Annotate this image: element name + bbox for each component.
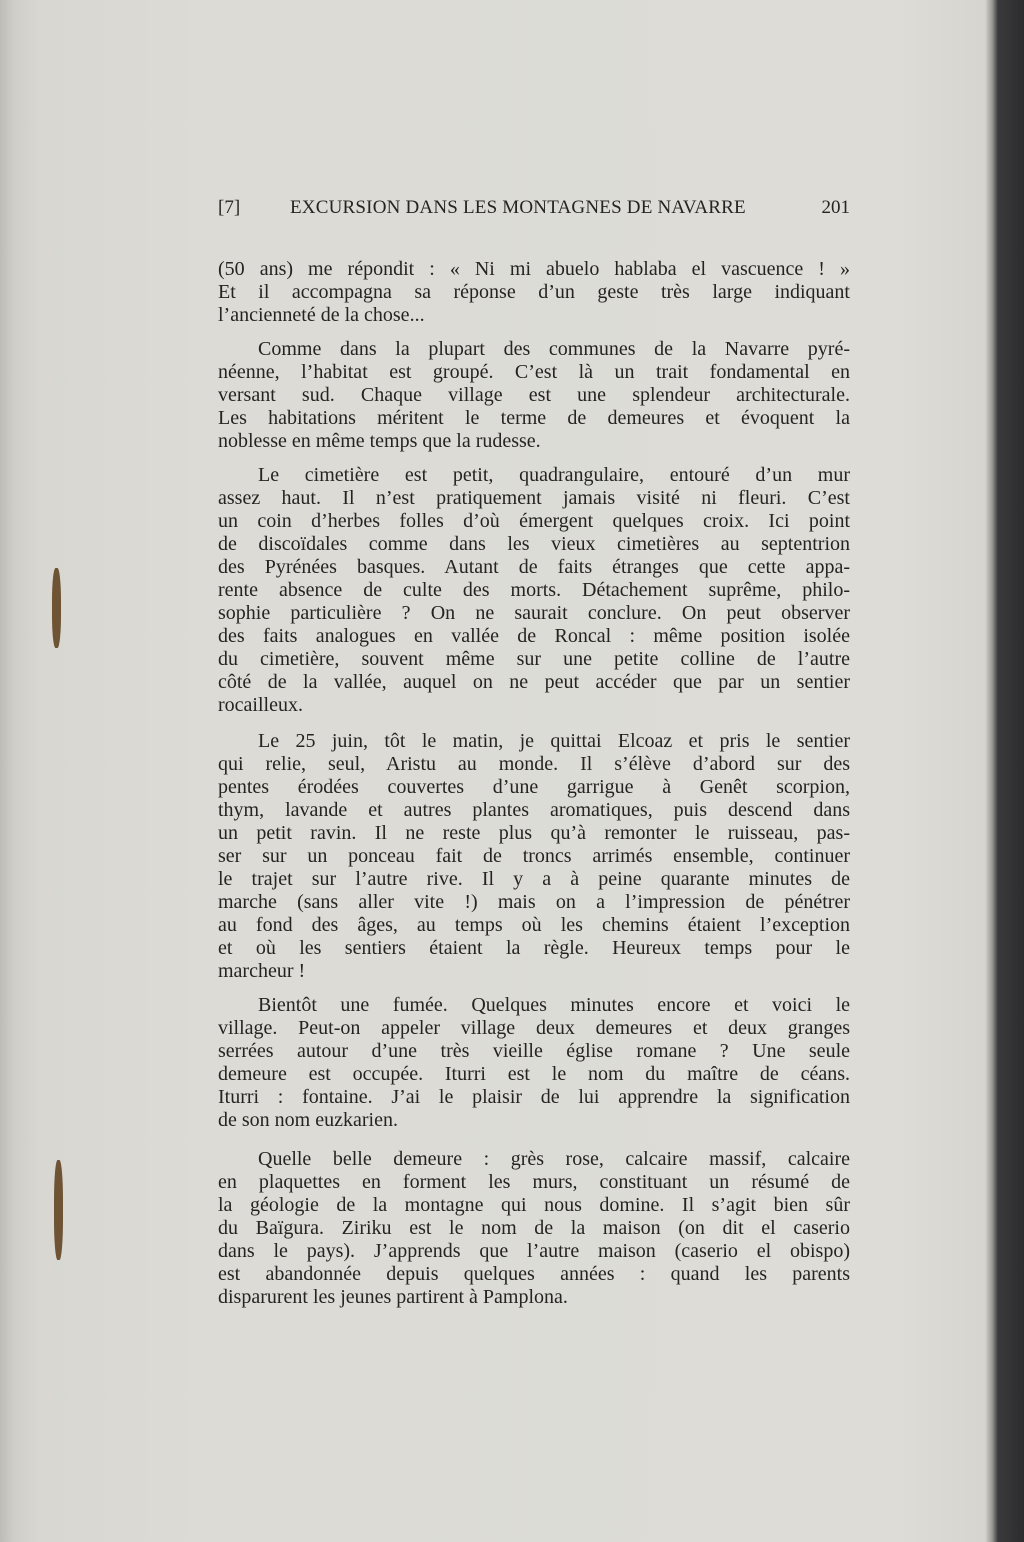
text-line: du Baïgura. Ziriku est le nom de la maison (on dit el caserio <box>218 1217 850 1239</box>
text-line: néenne, l’habitat est groupé. C’est là un trait fondamental en <box>218 361 850 383</box>
text-line: Comme dans la plupart des communes de la Navarre pyré- <box>258 338 850 360</box>
text-line: assez haut. Il n’est pratiquement jamais visité ni fleuri. C’est <box>218 487 850 509</box>
text-line: ser sur un ponceau fait de troncs arrimés ensemble, continuer <box>218 845 850 867</box>
text-line: disparurent les jeunes partirent à Pamplona. <box>218 1286 568 1308</box>
text-line: (50 ans) me répondit : « Ni mi abuelo hablaba el vascuence ! » <box>218 258 850 280</box>
text-line: du cimetière, souvent même sur une petite colline de l’autre <box>218 648 850 670</box>
text-line: des faits analogues en vallée de Roncal : même position isolée <box>218 625 850 647</box>
text-line: le trajet sur l’autre rive. Il y a à peine quarante minutes de <box>218 868 850 890</box>
text-line: serrées autour d’une très vieille église romane ? Une seule <box>218 1040 850 1062</box>
binding-staple-stain-bottom <box>54 1160 63 1260</box>
text-line: rente absence de culte des morts. Détachement suprême, philo- <box>218 579 850 601</box>
running-title: EXCURSION DANS LES MONTAGNES DE NAVARRE <box>290 197 746 218</box>
paragraph <box>218 464 850 717</box>
paragraph <box>218 994 850 1132</box>
text-line: un coin d’herbes folles d’où émergent quelques croix. Ici point <box>218 510 850 532</box>
text-line: marche (sans aller vite !) mais on a l’impression de pénétrer <box>218 891 850 913</box>
text-line: Le 25 juin, tôt le matin, je quittai Elcoaz et pris le sentier <box>258 730 850 752</box>
section-number: [7] <box>218 197 241 218</box>
text-line: Et il accompagna sa réponse d’un geste très large indiquant <box>218 281 850 303</box>
paragraph <box>218 730 850 983</box>
text-line: noblesse en même temps que la rudesse. <box>218 430 541 452</box>
text-line: des Pyrénées basques. Autant de faits étranges que cette appa- <box>218 556 850 578</box>
text-line: et où les sentiers étaient la règle. Heureux temps pour le <box>218 937 850 959</box>
text-line: Quelle belle demeure : grès rose, calcaire massif, calcaire <box>258 1148 850 1170</box>
text-line: demeure est occupée. Iturri est le nom du maître de céans. <box>218 1063 850 1085</box>
text-line: qui relie, seul, Aristu au monde. Il s’élève d’abord sur des <box>218 753 850 775</box>
text-line: rocailleux. <box>218 694 303 716</box>
text-line: Les habitations méritent le terme de demeures et évoquent la <box>218 407 850 429</box>
text-line: marcheur ! <box>218 960 306 982</box>
text-line: versant sud. Chaque village est une splendeur architecturale. <box>218 384 850 406</box>
text-line: village. Peut-on appeler village deux demeures et deux granges <box>218 1017 850 1039</box>
text-line: un petit ravin. Il ne reste plus qu’à remonter le ruisseau, pas- <box>218 822 850 844</box>
text-line: côté de la vallée, auquel on ne peut accéder que par un sentier <box>218 671 850 693</box>
text-line: au fond des âges, au temps où les chemins étaient l’exception <box>218 914 850 936</box>
paragraph <box>218 258 850 327</box>
text-line: Bientôt une fumée. Quelques minutes encore et voici le <box>258 994 850 1016</box>
paragraph <box>218 338 850 453</box>
text-line: Le cimetière est petit, quadrangulaire, entouré d’un mur <box>258 464 850 486</box>
text-line: dans le pays). J’apprends que l’autre maison (caserio el obispo) <box>218 1240 850 1262</box>
text-line: de son nom euzkarien. <box>218 1109 398 1131</box>
paragraph <box>218 1148 850 1309</box>
text-line: thym, lavande et autres plantes aromatiques, puis descend dans <box>218 799 850 821</box>
page-number: 201 <box>821 197 850 218</box>
text-line: la géologie de la montagne qui nous domine. Il s’agit bien sûr <box>218 1194 850 1216</box>
binding-staple-stain-top <box>52 568 61 648</box>
running-header <box>218 197 850 223</box>
text-line: est abandonnée depuis quelques années : quand les parents <box>218 1263 850 1285</box>
text-line: de discoïdales comme dans les vieux cimetières au septentrion <box>218 533 850 555</box>
text-line: sophie particulière ? On ne saurait conclure. On peut observer <box>218 602 850 624</box>
text-line: Iturri : fontaine. J’ai le plaisir de lui apprendre la signification <box>218 1086 850 1108</box>
text-line: l’ancienneté de la chose... <box>218 304 425 326</box>
text-line: en plaquettes en forment les murs, constituant un résumé de <box>218 1171 850 1193</box>
text-line: pentes érodées couvertes d’une garrigue à Genêt scorpion, <box>218 776 850 798</box>
